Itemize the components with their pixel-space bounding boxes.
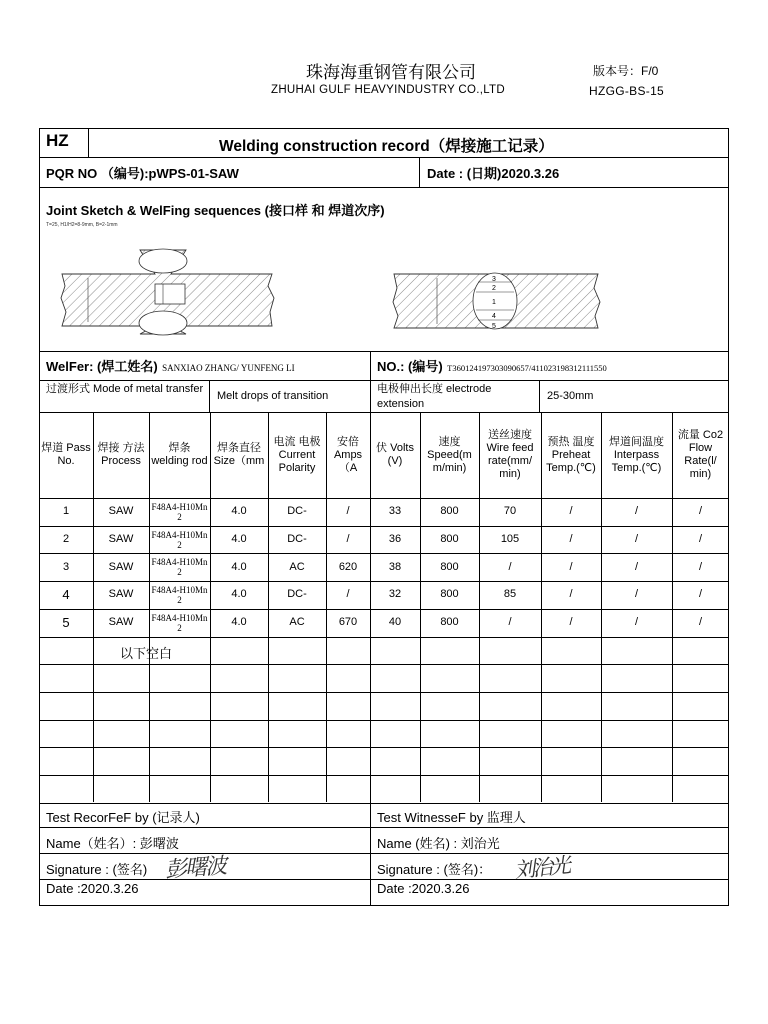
table-cell: / bbox=[346, 505, 350, 518]
divider bbox=[39, 879, 729, 880]
table-cell: 33 bbox=[388, 505, 402, 518]
table-cell: F48A4-H10Mn2 bbox=[151, 557, 208, 578]
column-header: 焊条 welding rod bbox=[151, 442, 208, 467]
table-cell: 4.0 bbox=[231, 588, 247, 601]
table-cell: 4.0 bbox=[231, 560, 247, 573]
table-cell: / bbox=[698, 588, 703, 601]
table-cell: / bbox=[508, 616, 512, 629]
table-cell: / bbox=[569, 533, 573, 546]
welder-label: WelFer: (焊工姓名) bbox=[46, 359, 158, 374]
table-cell: / bbox=[569, 560, 573, 573]
witness-date: Date :2020.3.26 bbox=[377, 881, 470, 896]
table-cell: 4.0 bbox=[231, 616, 247, 629]
table-gridline bbox=[39, 664, 729, 665]
table-cell: 620 bbox=[338, 560, 358, 573]
divider bbox=[39, 157, 729, 158]
sketch-label: 3 bbox=[492, 276, 496, 283]
pqr-number: PQR NO （编号):pWPS-01-SAW bbox=[46, 166, 239, 181]
witnessed-by-label: Test WitnesseF by 监理人 bbox=[377, 810, 526, 825]
sketch-label: 4 bbox=[492, 313, 496, 320]
table-cell: F48A4-H10Mn2 bbox=[151, 501, 208, 522]
table-cell: 5 bbox=[62, 615, 70, 631]
divider bbox=[39, 412, 729, 413]
table-cell: / bbox=[634, 533, 639, 546]
table-cell: 4.0 bbox=[231, 505, 247, 518]
table-cell: DC- bbox=[287, 588, 307, 601]
table-cell: 32 bbox=[388, 588, 402, 601]
divider bbox=[39, 380, 729, 381]
divider bbox=[539, 380, 540, 412]
table-cell: / bbox=[346, 533, 350, 546]
table-cell: 3 bbox=[62, 560, 70, 573]
divider bbox=[88, 128, 89, 157]
table-cell: SAW bbox=[108, 560, 134, 573]
table-cell: SAW bbox=[108, 505, 134, 518]
table-cell: 2 bbox=[62, 533, 70, 546]
company-name-en: ZHUHAI GULF HEAVYINDUSTRY CO.,LTD bbox=[271, 84, 505, 96]
column-header: 流量 Co2 Flow Rate(l/ min) bbox=[677, 429, 724, 480]
sketch-label: 2 bbox=[492, 285, 496, 292]
welder-field bbox=[46, 356, 295, 376]
table-cell: 105 bbox=[500, 533, 520, 546]
table-cell: SAW bbox=[108, 588, 134, 601]
joint-sketch-left bbox=[60, 246, 280, 340]
divider bbox=[419, 157, 420, 187]
table-cell: / bbox=[698, 616, 703, 629]
transfer-mode-label: 过渡形式 Mode of metal transfer bbox=[46, 383, 204, 395]
table-cell: 40 bbox=[388, 616, 402, 629]
sketch-note: T=25, H1/H2=8-9mm, B=2-1mm bbox=[46, 222, 118, 228]
column-header: 送丝速度 Wire feed rate(mm/ min) bbox=[486, 429, 534, 480]
table-cell: / bbox=[569, 505, 573, 518]
table-cell: / bbox=[634, 560, 639, 573]
column-header: 安倍 Amps（A bbox=[333, 435, 363, 474]
recorder-name: Name（姓名）: 彭曙波 bbox=[46, 836, 179, 851]
recorder-date: Date :2020.3.26 bbox=[46, 881, 139, 896]
table-cell: F48A4-H10Mn2 bbox=[151, 584, 208, 605]
table-gridline bbox=[39, 747, 729, 748]
table-cell: F48A4-H10Mn2 bbox=[151, 612, 208, 633]
table-cell: / bbox=[508, 560, 512, 573]
table-gridline bbox=[39, 720, 729, 721]
divider bbox=[39, 187, 729, 188]
table-cell: AC bbox=[289, 616, 305, 629]
divider bbox=[39, 853, 729, 854]
table-cell: / bbox=[698, 533, 703, 546]
table-cell: / bbox=[698, 505, 703, 518]
extension-value: 25-30mm bbox=[547, 390, 594, 402]
extension-label: 电极伸出长度 electrode extension bbox=[377, 383, 492, 410]
blank-below-note: 以下空白 bbox=[120, 645, 173, 661]
id-number-value: T360124197303090657/411023198312111550 bbox=[447, 363, 607, 373]
divider bbox=[370, 351, 371, 412]
table-cell: 800 bbox=[440, 588, 459, 601]
column-header: 预热 温度 Preheat Temp.(℃) bbox=[546, 435, 596, 474]
table-gridline bbox=[39, 775, 729, 776]
table-cell: / bbox=[569, 616, 573, 629]
table-cell: DC- bbox=[287, 533, 307, 546]
divider bbox=[39, 827, 729, 828]
table-cell: 36 bbox=[388, 533, 402, 546]
table-cell: 800 bbox=[440, 533, 459, 546]
table-cell: 85 bbox=[503, 588, 517, 601]
column-header: 伏 Volts (V) bbox=[376, 442, 414, 467]
column-header: 焊道间温度 Interpass Temp.(℃) bbox=[609, 435, 664, 474]
table-cell: 670 bbox=[338, 616, 358, 629]
table-cell: / bbox=[634, 588, 639, 601]
table-cell: 38 bbox=[388, 560, 402, 573]
witness-name: Name (姓名) : 刘治光 bbox=[377, 836, 500, 851]
joint-sketch-label: Joint Sketch & WelFing sequences (接口样 和 焊道次序) bbox=[46, 203, 385, 218]
company-name-cn: 珠海海重钢管有限公司 bbox=[306, 63, 476, 82]
document-code: HZGG-BS-15 bbox=[589, 84, 665, 98]
table-gridline bbox=[39, 637, 729, 638]
divider bbox=[39, 351, 729, 352]
column-header: 速度 Speed(m m/min) bbox=[427, 435, 472, 474]
table-cell: DC- bbox=[287, 505, 307, 518]
table-gridline bbox=[39, 803, 729, 804]
form-date: Date : (日期)2020.3.26 bbox=[427, 166, 560, 181]
transfer-mode-value: Melt drops of transition bbox=[217, 390, 329, 402]
version-label: 版本号：F/0 bbox=[593, 64, 659, 78]
recorder-signature-label: Signature : (签名) bbox=[46, 862, 148, 877]
id-number-label: NO.: (编号) bbox=[377, 359, 443, 374]
table-cell: / bbox=[634, 505, 639, 518]
table-cell: 800 bbox=[440, 616, 459, 629]
table-cell: AC bbox=[289, 560, 305, 573]
sketch-label: 5 bbox=[492, 323, 496, 330]
table-gridline bbox=[39, 692, 729, 693]
joint-sketch-right bbox=[392, 262, 604, 338]
logo-text: HZ bbox=[46, 131, 69, 150]
id-number-field bbox=[377, 356, 607, 376]
table-cell: / bbox=[346, 588, 350, 601]
table-cell: / bbox=[698, 560, 703, 573]
table-cell: 4.0 bbox=[231, 533, 247, 546]
table-cell: 800 bbox=[440, 505, 459, 518]
divider bbox=[209, 380, 210, 412]
table-cell: SAW bbox=[108, 533, 134, 546]
table-cell: 70 bbox=[503, 505, 517, 518]
column-header: 焊道 Pass No. bbox=[41, 442, 91, 467]
column-header: 电流 电极 Current Polarity bbox=[273, 435, 321, 474]
witness-signature-label: Signature : (签名)： bbox=[377, 862, 492, 877]
table-cell: 800 bbox=[440, 560, 459, 573]
table-cell: 4 bbox=[62, 587, 70, 603]
column-header: 焊接 方法 Process bbox=[97, 442, 145, 467]
recorder-handwritten-signature: 彭曙波 bbox=[164, 853, 226, 884]
form-title: Welding construction record（焊接施工记录） bbox=[219, 138, 554, 155]
table-cell: F48A4-H10Mn2 bbox=[151, 529, 208, 550]
witness-handwritten-signature: 刘治光 bbox=[512, 853, 570, 883]
welder-names: SANXIAO ZHANG/ YUNFENG LI bbox=[162, 363, 295, 373]
table-cell: / bbox=[634, 616, 639, 629]
table-cell: SAW bbox=[108, 616, 134, 629]
sketch-label: 1 bbox=[492, 299, 496, 306]
table-cell: 1 bbox=[62, 505, 70, 518]
table-cell: / bbox=[569, 588, 573, 601]
divider bbox=[370, 802, 371, 906]
column-header: 焊条直径 Size（mm bbox=[213, 442, 265, 467]
recorded-by-label: Test RecorFeF by (记录人) bbox=[46, 810, 200, 825]
